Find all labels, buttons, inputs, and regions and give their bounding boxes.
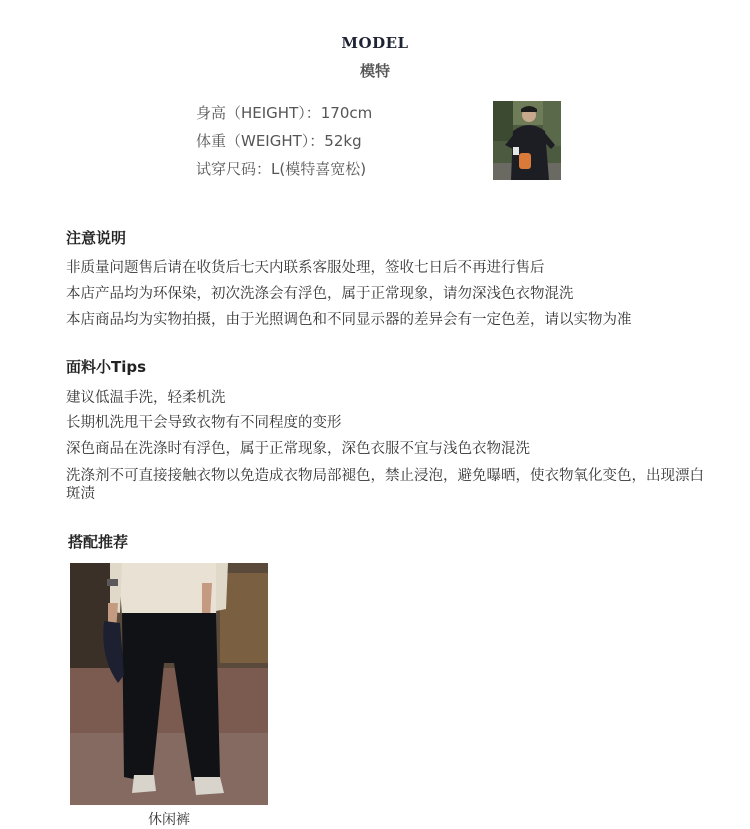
outfit-caption: 休闲裤: [148, 812, 190, 828]
model-weight: 体重（WEIGHT）：52kg: [196, 132, 362, 150]
notice-line: 本店商品均为实物拍摄，由于光照调色和不同显示器的差异会有一定色差，请以实物为准: [66, 312, 632, 328]
model-title-cn: 模特: [359, 62, 390, 80]
outfit-photo[interactable]: [70, 563, 268, 805]
notice-line: 非质量问题售后请在收货后七天内联系客服处理，签收七日后不再进行售后: [66, 260, 545, 276]
tips-line: 长期机洗甩干会导致衣物有不同程度的变形: [66, 415, 342, 431]
tips-line: 深色商品在洗涤时有浮色，属于正常现象，深色衣服不宜与浅色衣物混洗: [66, 441, 530, 457]
model-photo: [493, 101, 561, 180]
notice-heading: 注意说明: [66, 229, 127, 247]
model-height: 身高（HEIGHT）：170cm: [196, 104, 373, 122]
tips-line: 建议低温手洗，轻柔机洗: [66, 390, 226, 406]
model-title: MODEL: [341, 34, 409, 52]
notice-line: 本店产品均为环保染，初次洗涤会有浮色，属于正常现象，请勿深浅色衣物混洗: [66, 286, 574, 302]
model-size: 试穿尺码：L(模特喜宽松): [196, 160, 367, 178]
tips-line: 洗涤剂不可直接接触衣物以免造成衣物局部褪色，禁止浸泡，避免曝晒，使衣物氧化变色，出现漂白斑渍: [66, 468, 704, 502]
tips-heading: 面料小Tips: [66, 358, 147, 376]
outfit-heading: 搭配推荐: [68, 533, 129, 551]
